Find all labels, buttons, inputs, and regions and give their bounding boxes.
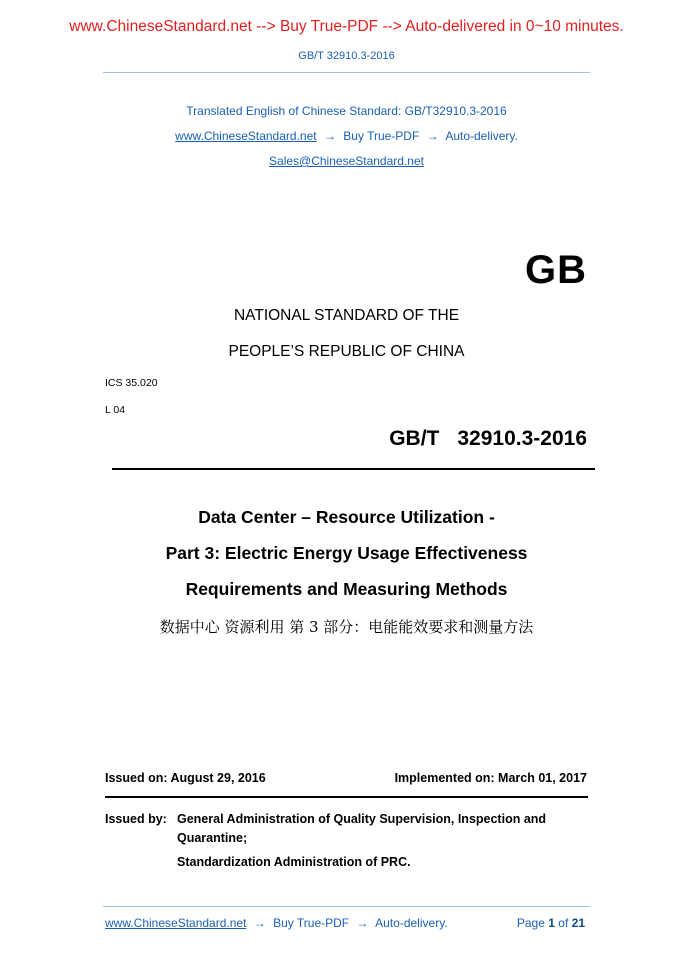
right-arrow-icon: → [253, 916, 266, 930]
footer-site-link[interactable]: www.ChineseStandard.net [105, 916, 247, 930]
right-arrow-icon: → [323, 129, 336, 143]
issued-divider [105, 796, 588, 798]
buy-text: Buy True-PDF [343, 129, 420, 143]
top-banner[interactable]: www.ChineseStandard.net --> Buy True-PDF --> Auto-delivered in 0~10 minutes. [69, 18, 624, 35]
issued-by-org1: General Administration of Quality Supervision, Inspection and [177, 812, 547, 826]
email-line [0, 154, 693, 168]
site-link[interactable]: www.ChineseStandard.net [175, 129, 317, 143]
purchase-line [0, 129, 693, 143]
right-arrow-icon: → [356, 916, 369, 930]
footer-buy-text: Buy True-PDF [273, 916, 350, 930]
page-label: Page [516, 916, 545, 930]
right-arrow-icon: → [426, 129, 439, 143]
translated-line: Translated English of Chinese Standard: GB/T32910.3-2016 [186, 104, 507, 118]
header-divider [103, 72, 590, 73]
footer-divider [103, 906, 590, 907]
footer-auto-text: Auto-delivery. [375, 916, 448, 930]
footer-links [105, 916, 448, 930]
title-line3: Requirements and Measuring Methods [185, 579, 508, 599]
title-line1: Data Center – Resource Utilization - [198, 507, 495, 527]
code-number: 32910.3-2016 [457, 427, 587, 450]
national-standard-line1: NATIONAL STANDARD OF THE [233, 307, 460, 324]
issued-on: Issued on: August 29, 2016 [105, 771, 266, 785]
code-underline [112, 468, 595, 470]
implemented-on: Implemented on: March 01, 2017 [394, 771, 587, 785]
header-standard-code: GB/T 32910.3-2016 [298, 50, 395, 62]
page-indicator [517, 916, 585, 930]
issued-by-label: Issued by: [105, 812, 167, 826]
code-prefix: GB/T [389, 427, 440, 450]
of-label: of [558, 916, 569, 930]
gb-mark: GB [525, 248, 587, 292]
ics-code: ICS 35.020 [105, 377, 158, 389]
page-total: 21 [571, 916, 585, 930]
standard-code [389, 427, 587, 451]
auto-text: Auto-delivery. [445, 129, 518, 143]
classification-code: L 04 [105, 404, 126, 416]
email-link[interactable]: Sales@ChineseStandard.net [269, 154, 424, 168]
national-standard-line2: PEOPLE’S REPUBLIC OF CHINA [228, 343, 465, 360]
issued-by-org1-cont: Quarantine; [177, 831, 248, 845]
title-chinese: 数据中心 资源利用 第 3 部分：电能能效要求和测量方法 [159, 618, 534, 636]
issued-by-org2: Standardization Administration of PRC. [177, 855, 411, 869]
page-number: 1 [548, 916, 555, 930]
title-line2: Part 3: Electric Energy Usage Effectiveness [165, 543, 528, 563]
